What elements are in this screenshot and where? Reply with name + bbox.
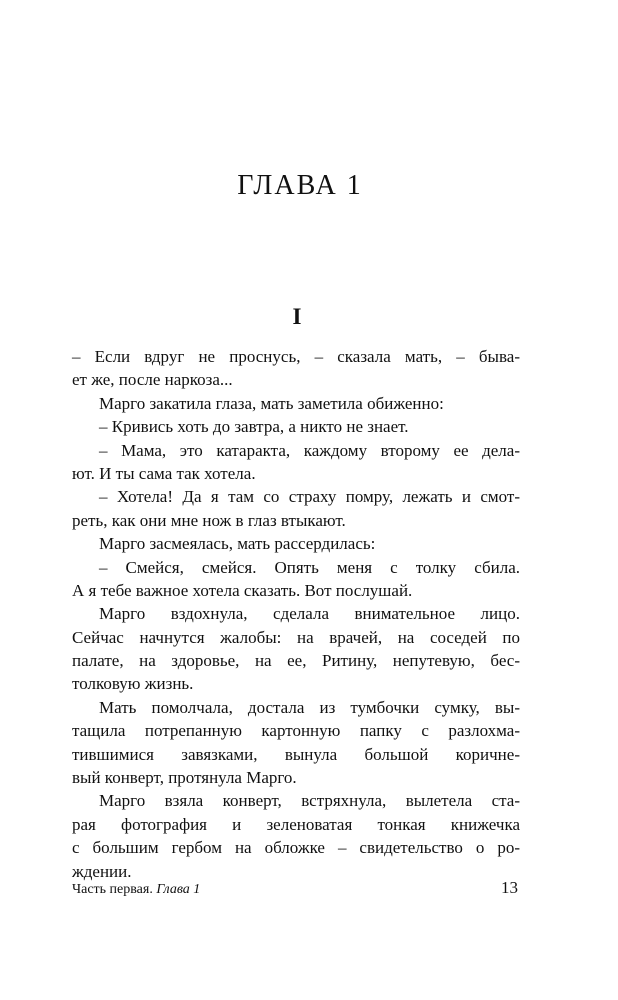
text-line: рая фотография и зеленоватая тонкая книжечка <box>72 814 520 834</box>
page-number: 13 <box>501 878 518 897</box>
paragraph <box>72 556 520 603</box>
footer-chapter: Глава 1 <box>156 882 201 897</box>
text-line: Мать помолчала, достала из тумбочки сумку, вы- <box>99 697 520 717</box>
text-line: тившимися завязками, вынула большой коричне- <box>72 744 520 764</box>
text-line: Марго засмеялась, мать рассердилась: <box>99 534 376 554</box>
text-line: палате, на здоровье, на ее, Ритину, непутевую, бес- <box>72 651 520 671</box>
text-line: – Кривись хоть до завтра, а никто не знает. <box>99 417 409 437</box>
text-line: – Мама, это катаракта, каждому второму ее дела- <box>99 440 520 460</box>
text-line: Сейчас начнутся жалобы: на врачей, на соседей по <box>72 627 520 647</box>
paragraph <box>72 345 520 392</box>
text-line: ют. И ты сама так хотела. <box>72 463 256 483</box>
paragraph <box>72 602 520 696</box>
text-line: – Смейся, смейся. Опять меня с толку сбила. <box>99 557 520 577</box>
chapter-title: ГЛАВА 1 <box>237 170 363 201</box>
section-numeral: I <box>292 304 302 329</box>
text-line: с большим гербом на обложке – свидетельство о ро- <box>72 838 520 858</box>
text-line: тащила потрепанную картонную папку с разлохма- <box>72 721 520 741</box>
text-line: Марго закатила глаза, мать заметила обиженно: <box>99 393 444 413</box>
text-line: реть, как они мне нож в глаз втыкают. <box>72 510 346 530</box>
body-text <box>72 345 520 883</box>
paragraph <box>72 439 520 486</box>
text-line: вый конверт, протянула Марго. <box>72 768 297 788</box>
paragraph <box>72 485 520 532</box>
text-line: А я тебе важное хотела сказать. Вот послушай. <box>72 580 413 600</box>
running-footer <box>72 878 518 898</box>
text-line: Марго взяла конверт, встряхнула, вылетела ста- <box>99 791 520 811</box>
paragraph <box>72 415 520 438</box>
text-line: ет же, после наркоза... <box>72 370 233 390</box>
footer-part: Часть первая. <box>72 882 153 897</box>
text-line: – Если вдруг не проснусь, – сказала мать, – быва- <box>72 347 520 366</box>
text-line: толковую жизнь. <box>72 674 194 694</box>
paragraph <box>72 696 520 790</box>
paragraph <box>72 392 520 415</box>
running-footer-title <box>72 882 200 898</box>
paragraph <box>72 532 520 555</box>
text-line: – Хотела! Да я там со страху помру, лежать и смот- <box>99 487 520 507</box>
text-line: ждении. <box>72 861 132 881</box>
paragraph <box>72 789 520 883</box>
text-line: Марго вздохнула, сделала внимательное лицо. <box>99 604 520 624</box>
